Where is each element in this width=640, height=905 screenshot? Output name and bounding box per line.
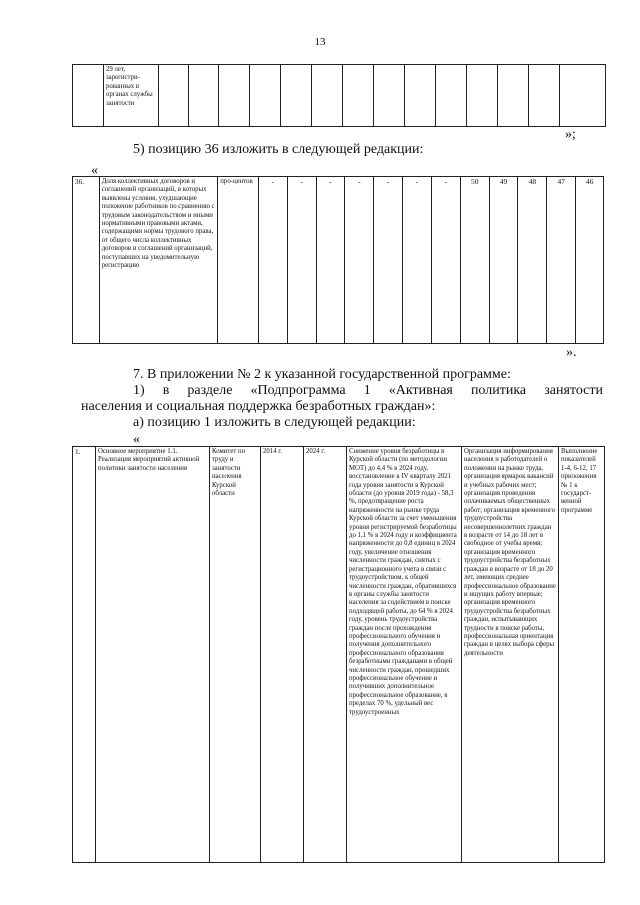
unit-cell: про-центов bbox=[218, 177, 259, 344]
table-cell bbox=[73, 65, 104, 127]
opening-quote: « bbox=[133, 432, 140, 447]
end-year: 2024 г. bbox=[304, 447, 347, 863]
value-dash: - bbox=[345, 177, 374, 344]
value-dash: - bbox=[374, 177, 403, 344]
value-dash: - bbox=[316, 177, 345, 344]
value-dash: - bbox=[258, 177, 287, 344]
row-36-table bbox=[72, 176, 604, 344]
executor-cell: Комитет по труду и занятости населения Курской области bbox=[210, 447, 261, 863]
activity-name: Основное мероприятие 1.1. Реализация мероприятий активной политики занятости населения bbox=[96, 447, 210, 863]
start-year: 2014 г. bbox=[261, 447, 304, 863]
row-number: 36. bbox=[73, 177, 100, 344]
instruction-item-7-1: 1) в разделе «Подпрограмма 1 «Активная политика занятости bbox=[133, 383, 603, 398]
expected-result: Снижение уровня безработицы в Курской области (по методологии МОТ) до 4,4 % в 2024 году, восстановление к IV кварталу 2021 года уровня занятости в Курской области (до уровня 2019 года) - 58,3 %, предотвращение роста напряженности на рынке труда Курской области за счет уменьшения уровня регистрируемой безработицы до 1,1 % в 2024 году и коэффициента напряженности до 0,8 единиц в 2024 году, увеличение отношения численности граждан, снятых с регистрационного учета в связи с трудоустройством, к общей численности граждан, обратившихся в органы службы занятости населения за содействием в поиске подходящей работы, до 64 % в 2024 году, уровень трудоустройства граждан после прохождения профессионального обучения и получения дополнительного профессионального образования безработными гражданами в общей численности граждан, прошедших профессиональное обучение и получивших дополнительное профессиональное образование, в пределах 70 %, удельный вес трудоустроенных bbox=[347, 447, 462, 863]
indicator-name: Доля коллективных договоров и соглашений организаций, в которых выявлены условия, ухудшающие положение работников по сравнению с трудовым законодательством и иными нормативными правовыми актами, содержащими нормы трудового права, от общего числа коллективных договоров и соглашений организаций, поступавших на уведомительную регистрацию bbox=[99, 177, 218, 344]
indicators-link: Выполнение показателей 1-4, 6-12, 17 приложения № 1 к государст-венной программе bbox=[559, 447, 605, 863]
indicator-name-cell: 29 лет, зарегистри-рованных в органах службы занятости bbox=[104, 65, 159, 127]
instruction-item-7-1-cont: населения и социальная поддержка безработных граждан»: bbox=[81, 399, 436, 414]
page-number: 13 bbox=[314, 36, 326, 48]
value-cell: 47 bbox=[547, 177, 576, 344]
instruction-item-a: а) позицию 1 изложить в следующей редакции: bbox=[133, 415, 416, 430]
instruction-item-5: 5) позицию 36 изложить в следующей редакции: bbox=[133, 142, 424, 157]
value-dash: - bbox=[403, 177, 432, 344]
value-cell: 49 bbox=[489, 177, 518, 344]
closing-quote: »; bbox=[565, 127, 576, 142]
opening-quote: « bbox=[91, 163, 98, 178]
value-cell: 46 bbox=[576, 177, 604, 344]
main-directions: Организация информирования населения и работодателей о положении на рынке труда, организация ярмарок вакансий и учебных рабочих мест; организация проведения оплачиваемых общественных работ; организация временного трудоустройства несовершеннолетних граждан в возрасте от 14 до 18 лет в свободное от учебы время; организация временного трудоустройства безработных граждан в возрасте от 18 до 20 лет, имеющих среднее профессиональное образование и ищущих работу впервые; организация временного трудоустройства безработных граждан, испытывающих трудности в поиске работы, профессиональная ориентация граждан в целях выбора сферы деятельности bbox=[462, 447, 559, 863]
closing-quote: ». bbox=[566, 345, 577, 360]
value-cell: 50 bbox=[460, 177, 489, 344]
value-dash: - bbox=[431, 177, 460, 344]
row-number: 1. bbox=[73, 447, 96, 863]
instruction-item-7: 7. В приложении № 2 к указанной государственной программе: bbox=[133, 367, 511, 382]
top-table bbox=[72, 64, 606, 127]
value-dash: - bbox=[287, 177, 316, 344]
position-1-table bbox=[72, 446, 605, 863]
value-cell: 48 bbox=[518, 177, 547, 344]
